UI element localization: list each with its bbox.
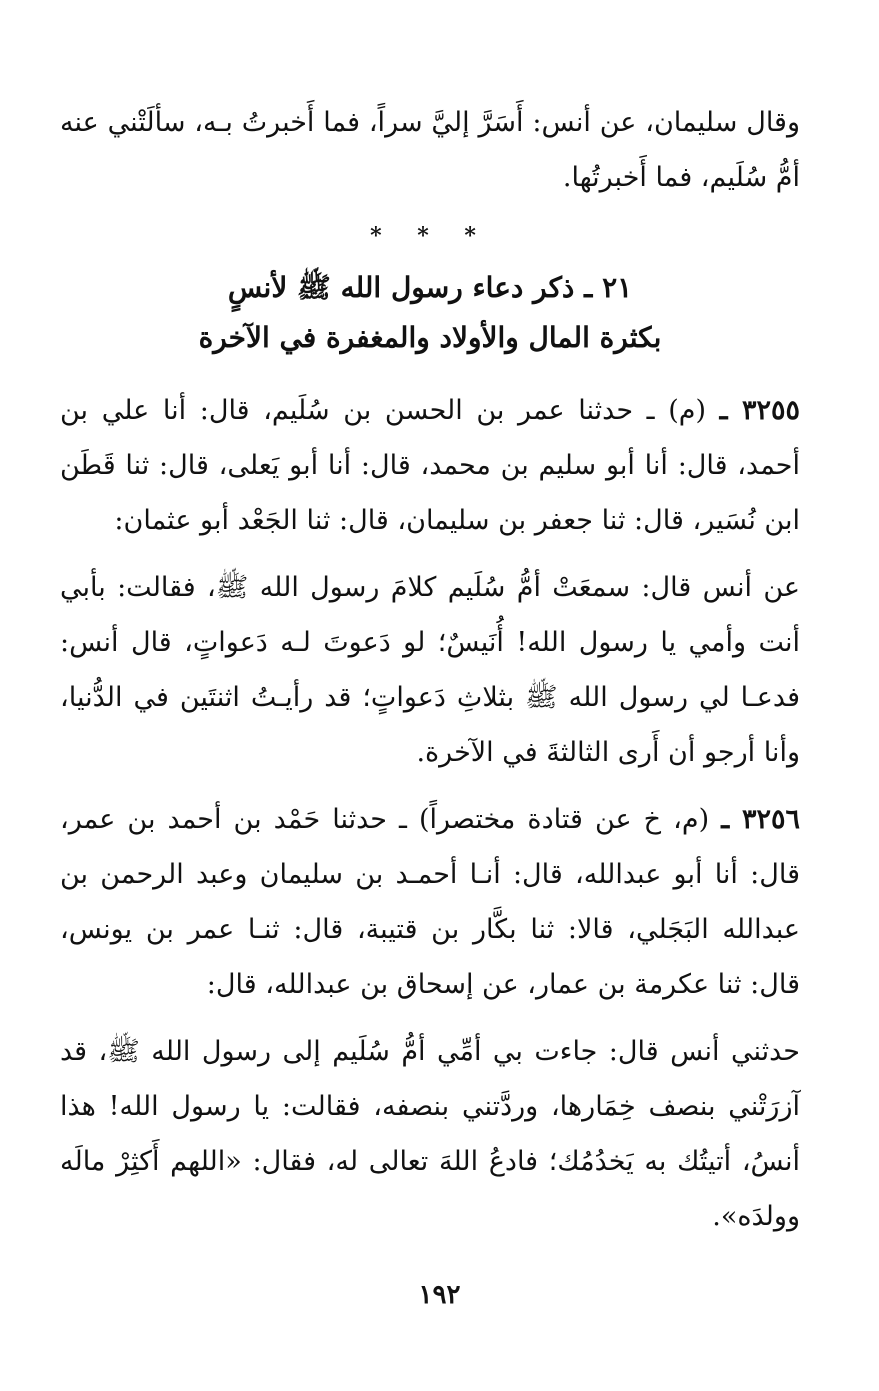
hadith-3256-isnad-text: (م، خ عن قتادة مختصراً) ـ حدثنا حَمْد بن أحمد بن عمر، قال: أنا أبو عبدالله، قال: أنـا أحمـد بن سليمان وعبد الرحمن بن عبدالله البَجَلي، قالا: ثنا بكَّار بن قتيبة، قال: ثنـا عمر بن يونس، قال: ثنا عكرمة بن عمار، عن إسحاق بن عبدالله، قال: — [60, 804, 800, 1000]
chapter-heading — [60, 263, 800, 363]
hadith-3256-isnad — [60, 792, 800, 1012]
hadith-3255-number: ٣٢٥٥ ـ — [719, 395, 800, 426]
hadith-3256-number: ٣٢٥٦ ـ — [721, 804, 800, 835]
chapter-title-line-2: بكثرة المال والأولاد والمغفرة في الآخرة — [198, 321, 662, 354]
hadith-3255-isnad-text: (م) ـ حدثنا عمر بن الحسن بن سُلَيم، قال: أنا علي بن أحمد، قال: أنا أبو سليم بن محمد، قال: أنا أبو يَعلى، قال: ثنا قَطَن ابن نُسَير، قال: ثنا جعفر بن سليمان، قال: ثنا الجَعْد أبو عثمان: — [60, 395, 800, 536]
hadith-3255-isnad — [60, 383, 800, 548]
page-body — [60, 95, 800, 1244]
intro-paragraph: وقال سليمان، عن أنس: أَسَرَّ إليَّ سراً، فما أَخبرتُ بـه، سألَتْني عنه أمُّ سُلَيم، فما أَخبرتُها. — [60, 107, 800, 193]
chapter-title-line-1: ٢١ ـ ذكر دعاء رسول الله ﷺ لأنسٍ — [227, 271, 633, 304]
page-number: ١٩٢ — [418, 1280, 461, 1310]
hadith-3256-matn: حدثني أنس قال: جاءت بي أمِّي أمُّ سُلَيم إلى رسول الله ﷺ، قد آزرَتْني بنصف خِمَارها، وردَّتني بنصفه، فقالت: يا رسول الله! هذا أنسُ، أتيتُك به يَخدُمُك؛ فادعُ اللهَ تعالى له، فقال: «اللهم أَكثِرْ مالَه وولدَه». — [60, 1036, 800, 1232]
section-separator: * * * — [370, 223, 490, 249]
hadith-3255-matn: عن أنس قال: سمعَتْ أمُّ سُلَيم كلامَ رسول الله ﷺ، فقالت: بأبي أنت وأمي يا رسول الله! أُنَيسٌ؛ لو دَعوتَ لـه دَعواتٍ، قال أنس: فدعـا لي رسول الله ﷺ بثلاثِ دَعواتٍ؛ قد رأيـتُ اثنتَين في الدُّنيا، وأنا أرجو أن أَرى الثالثةَ في الآخرة. — [60, 572, 800, 768]
